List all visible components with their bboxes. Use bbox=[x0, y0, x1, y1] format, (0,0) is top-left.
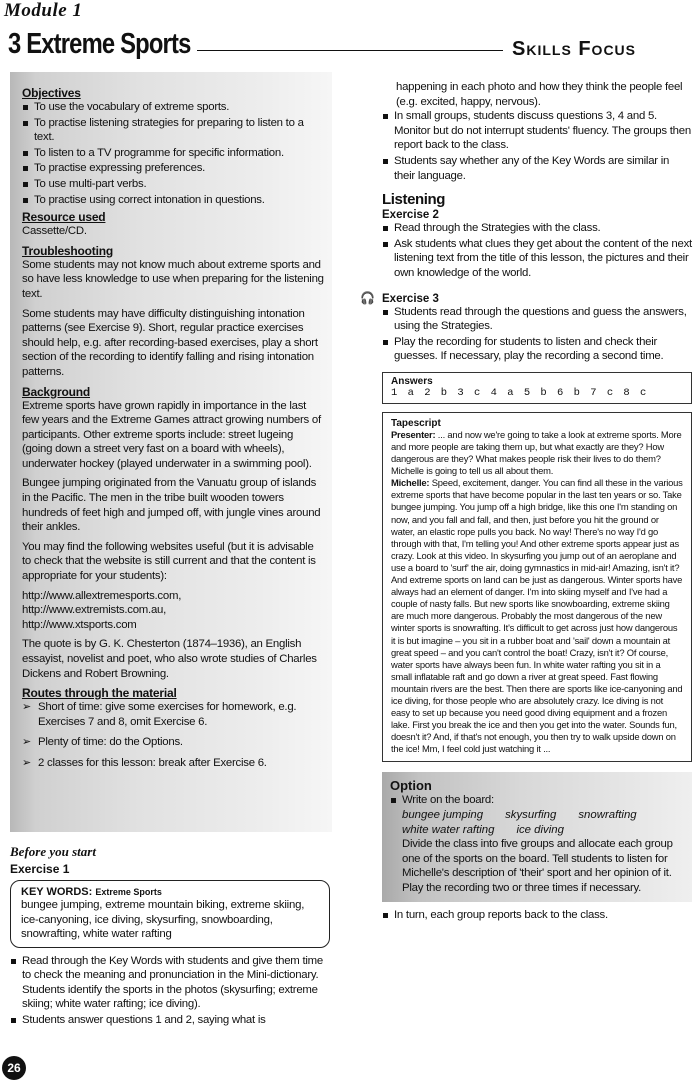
key-words-text: bungee jumping, extreme mountain biking, extreme skiing, ice-canyoning, ice diving, skysurfing, snowboarding, snowrafting, white water rafting bbox=[21, 899, 305, 940]
list-item: Read through the Key Words with students and give them time to check the meaning and pronunciation in the Mini-dictionary. Students identify the sports in the photos (skysurfing; extreme skiing; white water rafting; ice diving). bbox=[10, 954, 332, 1012]
page-number: 26 bbox=[2, 1056, 26, 1080]
answers-box bbox=[382, 372, 692, 404]
objectives-list bbox=[22, 100, 324, 207]
list-item: ➢ Short of time: give some exercises for homework, e.g. Exercises 7 and 8, omit Exercise 6. bbox=[22, 700, 324, 729]
continuation-text: happening in each photo and how they think the people feel (e.g. excited, happy, nervous). bbox=[396, 81, 683, 108]
title-rule bbox=[197, 50, 503, 51]
list-item: To practise using correct intonation in questions. bbox=[22, 193, 324, 208]
exercise-1-list bbox=[10, 954, 332, 1028]
list-item: To use the vocabulary of extreme sports. bbox=[22, 100, 324, 115]
list-item: Students say whether any of the Key Words are similar in their language. bbox=[382, 154, 692, 183]
option-sports-row: bungee jumping skysurfing snowrafting bbox=[402, 809, 637, 822]
website-link[interactable]: http://www.allextremesports.com, bbox=[22, 589, 182, 602]
background-text: Extreme sports have grown rapidly in importance in the last few years and the Extreme Games attract growing numbers of participants. Other extreme sports include: street lugeing (going down a street very fast on a board with wheels), underwater hockey (played underwater in a swimming pool). Bungee jumping originated from the Vanuatu group of islands in the Pacific. The men in the tribe built wooden towers hundreds of feet high and jumped off, with jungle vines around their ankles. You may find the following websites useful (but it is advisable to check that the website is still current and that the content is appropriate for your students): http://www.allextremesports.com, http://www.extremists.com.au, http://www.xtsports.com The quote is by G. K. Chesterton (1874–1936), an English essayist, novelist and poet, who also wrote studies of Charles Dickens and Robert Browning. bbox=[22, 399, 324, 682]
list-item: Students answer questions 1 and 2, saying what is bbox=[10, 1013, 332, 1028]
audio-icon: 🎧 bbox=[360, 290, 375, 305]
exercise-3-list bbox=[382, 305, 692, 364]
list-item: Play the recording for students to listen and check their guesses. If necessary, play the recording a second time. bbox=[382, 335, 692, 364]
exercise-2-list bbox=[382, 221, 692, 280]
website-link[interactable]: http://www.extremists.com.au, bbox=[22, 604, 167, 617]
list-item: Read through the Strategies with the class. bbox=[382, 221, 692, 236]
objectives-heading: Objectives bbox=[22, 86, 81, 100]
list-item: To practise listening strategies for preparing to listen to a text. bbox=[22, 116, 324, 145]
exercise-2-heading: Exercise 2 bbox=[382, 209, 439, 222]
tapescript-title: Tapescript bbox=[391, 417, 441, 429]
tapescript-text: Presenter: ... and now we're going to take a look at extreme sports. More and more people are taking them up, but what exactly are they? How dangerous are they? What makes people risk their lives to do them? Michelle is going to tell us all about them. Michelle: Speed, excitement, danger. You can find all these in the various extreme sports that have become popular in the last ten years or so. Take bungee jumping. You jump off a high bridge, like this one I'm standing on now, and you fall and fall, and then, just before you hit the ground or water, an elastic rope pulls you back. No way! There's no way I'd go through with that, I'm telling you! And other extreme sports appear just as crazy. Look at this video. In skysurfing you jump out of an aeroplane and use a board to 'surf' the air, doing gymnastics in mid-air! Amazing, isn't it? And extreme sports on land can be just as dangerous. Winter sports have always had an element of danger. I'm into skiing myself and I've had a couple of nasty falls. But new sports like snowboarding, extreme skiing are much more dangerous. Probably the most dangerous of the new winter sports is snowrafting. It's difficult to get across just how dangerous it is but imagine – you sit in a rubber boat and 'sail' down a mountain at great speed – and you can't control the boat! Crazy, isn't it? Of course, water sports have always been fun. In white water rafting you sit in a small inflatable raft and go down a river at great speed. Fast flowing mountain rivers are the best. Then there are sports like ice-canyoning and ice diving, for those people who are absolutely crazy. Ice diving is not easy to set up because you need good diving equipment and a frozen lake. First you break the ice and then you get into the water. Sounds fun, doesn't it? And, if that's not enough, you then try to walk upside down on the ice! Mm, I feel cold just watching it ... bbox=[391, 428, 683, 755]
list-item: To practise expressing preferences. bbox=[22, 161, 324, 176]
routes-list bbox=[22, 700, 324, 770]
option-heading: Option bbox=[390, 778, 432, 794]
resource-text: Cassette/CD. bbox=[22, 225, 87, 238]
module-label: Module 1 bbox=[4, 0, 83, 21]
list-item: Students read through the questions and guess the answers, using the Strategies. bbox=[382, 305, 692, 334]
option-sports-row: white water rafting ice diving bbox=[402, 823, 564, 836]
list-item: Ask students what clues they get about the content of the next listening text from the title of this lesson, the pictures and their own knowledge of the world. bbox=[382, 237, 692, 281]
list-item: To use multi-part verbs. bbox=[22, 177, 324, 192]
teacher-notes-panel bbox=[10, 72, 332, 832]
option-text: Divide the class into five groups and allocate each group one of the sports on the board. Tell students to listen for Michelle's description of 'their' sport and her opinion of it. Play the recording two or three times if necessary. bbox=[402, 838, 673, 894]
routes-heading: Routes through the material bbox=[22, 686, 177, 701]
list-item: ➢ Plenty of time: do the Options. bbox=[22, 735, 324, 750]
key-words-box bbox=[10, 880, 330, 948]
skills-focus-label: Skills Focus bbox=[512, 38, 637, 60]
left-column bbox=[10, 72, 332, 1028]
final-list bbox=[382, 908, 692, 923]
exercise-3-heading: 🎧 Exercise 3 bbox=[360, 290, 439, 305]
exercise-1-heading: Exercise 1 bbox=[10, 862, 70, 876]
list-item: In small groups, students discuss questions 3, 4 and 5. Monitor but do not interrupt students' fluency. The groups then report back to the class. bbox=[382, 109, 692, 153]
before-you-start-heading: Before you start bbox=[10, 844, 96, 859]
listening-heading: Listening bbox=[382, 191, 446, 209]
right-column bbox=[360, 80, 692, 923]
answers-title: Answers bbox=[391, 375, 433, 387]
page-title: 3 Extreme Sports bbox=[8, 28, 191, 60]
list-item: In turn, each group reports back to the class. bbox=[382, 908, 692, 923]
tapescript-box bbox=[382, 412, 692, 763]
troubleshooting-heading: Troubleshooting bbox=[22, 243, 113, 258]
list-item: ➢ 2 classes for this lesson: break after Exercise 6. bbox=[22, 756, 324, 771]
website-link[interactable]: http://www.xtsports.com bbox=[22, 618, 137, 631]
list-item: To listen to a TV programme for specific information. bbox=[22, 146, 324, 161]
key-words-title: KEY WORDS: Extreme Sports bbox=[21, 886, 162, 898]
option-panel bbox=[382, 772, 692, 901]
answers-row: 1 a 2 b 3 c 4 a 5 b 6 b 7 c 8 c bbox=[391, 386, 647, 399]
discussion-list bbox=[382, 109, 692, 183]
resource-heading: Resource used bbox=[22, 210, 106, 225]
list-item: Write on the board: bbox=[390, 793, 684, 808]
background-heading: Background bbox=[22, 384, 91, 399]
troubleshooting-text: Some students may not know much about extreme sports and so have less knowledge to use when preparing for the listening text. Some students may have difficulty distinguishing intonation patterns (see Exercise 9). Short, regular practice exercises should help, e.g. after recording-based exercises, play a short section of the recording to identify falling and rising intonation patterns. bbox=[22, 258, 324, 378]
